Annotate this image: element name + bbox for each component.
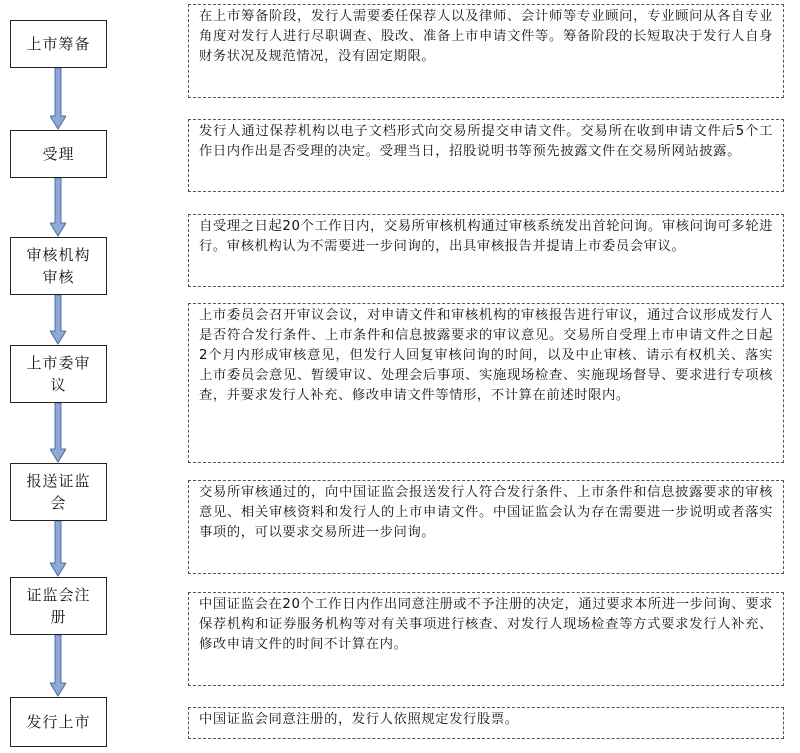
stage-description-acceptance [188, 119, 784, 192]
stage-box-acceptance [10, 130, 107, 178]
description-text: 中国证监会同意注册的，发行人依照规定发行股票。 [199, 712, 519, 727]
down-arrow-icon [50, 178, 66, 237]
stage-description-preparation [188, 4, 784, 98]
down-arrow-icon [50, 403, 66, 463]
stage-label: 发行上市 [26, 713, 91, 731]
stage-label: 审核机构审核 [26, 246, 91, 286]
stage-box-csrc-registration [10, 577, 107, 635]
down-arrow-icon [50, 295, 66, 345]
down-arrow-icon [50, 68, 66, 130]
description-text: 在上市筹备阶段，发行人需要委任保荐人以及律师、会计师等专业顾问，专业顾问从各自专业角度对发行人进行尽职调查、股改、准备上市申请文件等。筹备阶段的长短取决于发行人自身财务状况及规范情况，没有固定期限。 [199, 9, 773, 64]
stage-label: 证监会注册 [26, 586, 91, 626]
down-arrow-icon [50, 521, 66, 577]
stage-label: 报送证监会 [26, 472, 91, 512]
description-text: 上市委员会召开审议会议，对申请文件和审核机构的审核报告进行审议，通过合议形成发行人是否符合发行条件、上市条件和信息披露要求的审议意见。交易所自受理上市申请文件之日起2个月内形成审核意见，但发行人回复审核问询的时间，以及中止审核、请示有权机关、落实上市委员会意见、暂缓审议、处理会后事项、实施现场检查、实施现场督导、要求进行专项核查，并要求发行人补充、修改申请文件等情形，不计算在前述时限内。 [199, 308, 773, 403]
stage-box-issuance-listing [10, 697, 107, 747]
down-arrow-icon [50, 635, 66, 697]
description-text: 发行人通过保荐机构以电子文档形式向交易所提交申请文件。交易所在收到申请文件后5个工作日内作出是否受理的决定。受理当日，招股说明书等预先披露文件在交易所网站披露。 [199, 124, 773, 159]
stage-description-review-agency [188, 214, 784, 287]
description-text: 交易所审核通过的，向中国证监会报送发行人符合发行条件、上市条件和信息披露要求的审核意见、相关审核资料和发行人的上市申请文件。中国证监会认为存在需要进一步说明或者落实事项的，可以要求交易所进一步问询。 [199, 485, 773, 540]
stage-description-csrc-registration [188, 592, 784, 686]
stage-label: 上市委审议 [26, 354, 91, 394]
stage-box-submit-csrc [10, 463, 107, 521]
stage-box-preparation [10, 20, 107, 68]
stage-description-listing-committee [188, 303, 784, 463]
stage-box-listing-committee [10, 345, 107, 403]
description-text: 自受理之日起20个工作日内，交易所审核机构通过审核系统发出首轮问询。审核问询可多轮进行。审核机构认为不需要进一步问询的，出具审核报告并提请上市委员会审议。 [199, 219, 773, 254]
stage-label: 受理 [42, 145, 75, 163]
stage-description-submit-csrc [188, 480, 784, 574]
stage-label: 上市筹备 [26, 35, 91, 53]
stage-box-review-agency [10, 237, 107, 295]
description-text: 中国证监会在20个工作日内作出同意注册或不予注册的决定，通过要求本所进一步问询、要求保荐机构和证券服务机构等对有关事项进行核查、对发行人现场检查等方式要求发行人补充、修改申请文件的时间不计算在内。 [199, 597, 773, 652]
stage-description-issuance-listing [188, 707, 784, 739]
